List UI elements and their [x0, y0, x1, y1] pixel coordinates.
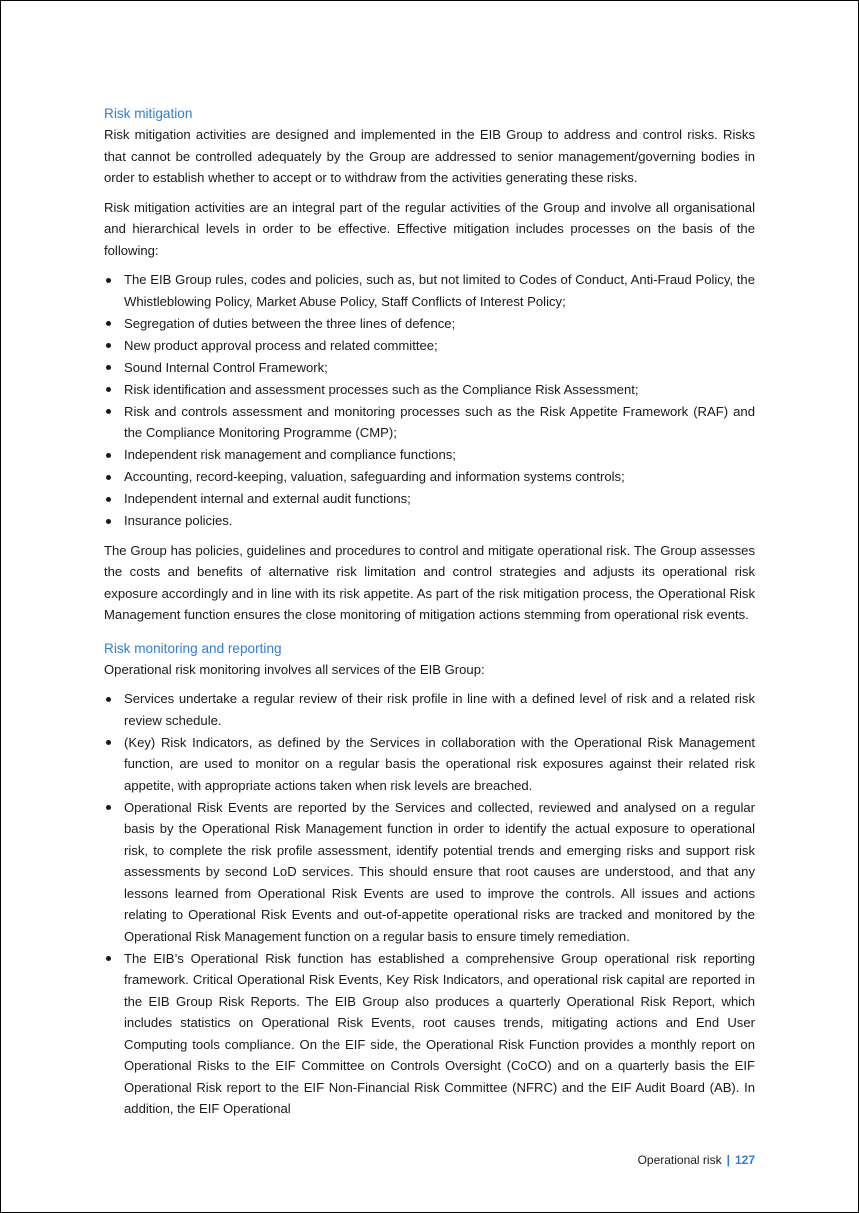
paragraph: The Group has policies, guidelines and procedures to control and mitigate operational risk. The Group assesses the costs and benefits of alternative risk limitation and control strategies and adjusts its operational risk exposure accordingly and in line with its risk appetite. As part of the risk mitigation process, the Operational Risk Management function ensures the close monitoring of mitigation actions stemming from operational risk events. [104, 542, 755, 622]
list-item: Risk identification and assessment processes such as the Compliance Risk Assessment; [104, 379, 755, 401]
list-item: Sound Internal Control Framework; [104, 357, 755, 379]
list-item: The EIB Group rules, codes and policies, such as, but not limited to Codes of Conduct, Anti-Fraud Policy, the Whistleblowing Policy, Market Abuse Policy, Staff Conflicts of Interest Policy; [104, 269, 755, 312]
page-footer [638, 1150, 755, 1170]
bullet-list-monitoring [104, 688, 755, 1120]
footer-section-name: Operational risk [637, 1153, 722, 1167]
list-item: (Key) Risk Indicators, as defined by the Services in collaboration with the Operational Risk Management function, are used to monitor on a regular basis the operational risk exposures against their related risk appetite, with appropriate actions taken when risk levels are breached. [104, 732, 755, 797]
footer-separator: | [726, 1153, 730, 1167]
page-number: 127 [734, 1153, 755, 1167]
list-item: Accounting, record-keeping, valuation, safeguarding and information systems controls; [104, 466, 755, 488]
list-item: Operational Risk Events are reported by the Services and collected, reviewed and analysed on a regular basis by the Operational Risk Management function in order to identify the actual exposure to operational risk, to complete the risk profile assessment, identify potential trends and emerging risks and support risk assessments by second LoD services. This should ensure that root causes are understood, and that any lessons learned from Operational Risk Events are used to improve the controls. All issues and actions relating to Operational Risk Events and out-of-appetite operational risks are tracked and monitored by the Operational Risk Management function on a regular basis to ensure timely remediation. [104, 797, 755, 948]
list-item: Segregation of duties between the three lines of defence; [104, 313, 755, 335]
page-content [104, 104, 755, 1128]
list-item: The EIB’s Operational Risk function has established a comprehensive Group operational risk reporting framework. Critical Operational Risk Events, Key Risk Indicators, and operational risk capital are reported in the EIB Group Risk Reports. The EIB Group also produces a quarterly Operational Risk Report, which includes statistics on Operational Risk Events, root causes trends, mitigating actions and End User Computing tools compliance. On the EIF side, the Operational Risk Function provides a monthly report on Operational Risks to the EIF Committee on Controls Oversight (CoCO) and on a quarterly basis the EIF Operational Risk report to the EIF Non-Financial Risk Committee (NFRC) and the EIF Audit Board (AB). In addition, the EIF Operational [104, 948, 755, 1120]
section-heading-risk-mitigation: Risk mitigation [104, 106, 193, 121]
list-item: Risk and controls assessment and monitoring processes such as the Risk Appetite Framework (RAF) and the Compliance Monitoring Programme (CMP); [104, 401, 755, 444]
list-item: Insurance policies. [104, 510, 755, 532]
bullet-list-mitigation [104, 269, 755, 532]
list-item: New product approval process and related committee; [104, 335, 755, 357]
paragraph: Risk mitigation activities are an integral part of the regular activities of the Group and involve all organisational and hierarchical levels in order to be effective. Effective mitigation includes processes on the basis of the following: [104, 199, 755, 258]
list-item: Independent risk management and compliance functions; [104, 444, 755, 466]
section-heading-risk-monitoring: Risk monitoring and reporting [104, 640, 282, 656]
list-item: Independent internal and external audit functions; [104, 488, 755, 510]
paragraph: Operational risk monitoring involves all services of the EIB Group: [104, 661, 485, 677]
paragraph: Risk mitigation activities are designed and implemented in the EIB Group to address and control risks. Risks that cannot be controlled adequately by the Group are addressed to senior management/governing bodies in order to establish whether to accept or to withdraw from the activities generating these risks. [104, 127, 755, 185]
list-item: Services undertake a regular review of their risk profile in line with a defined level of risk and a related risk review schedule. [104, 688, 755, 731]
